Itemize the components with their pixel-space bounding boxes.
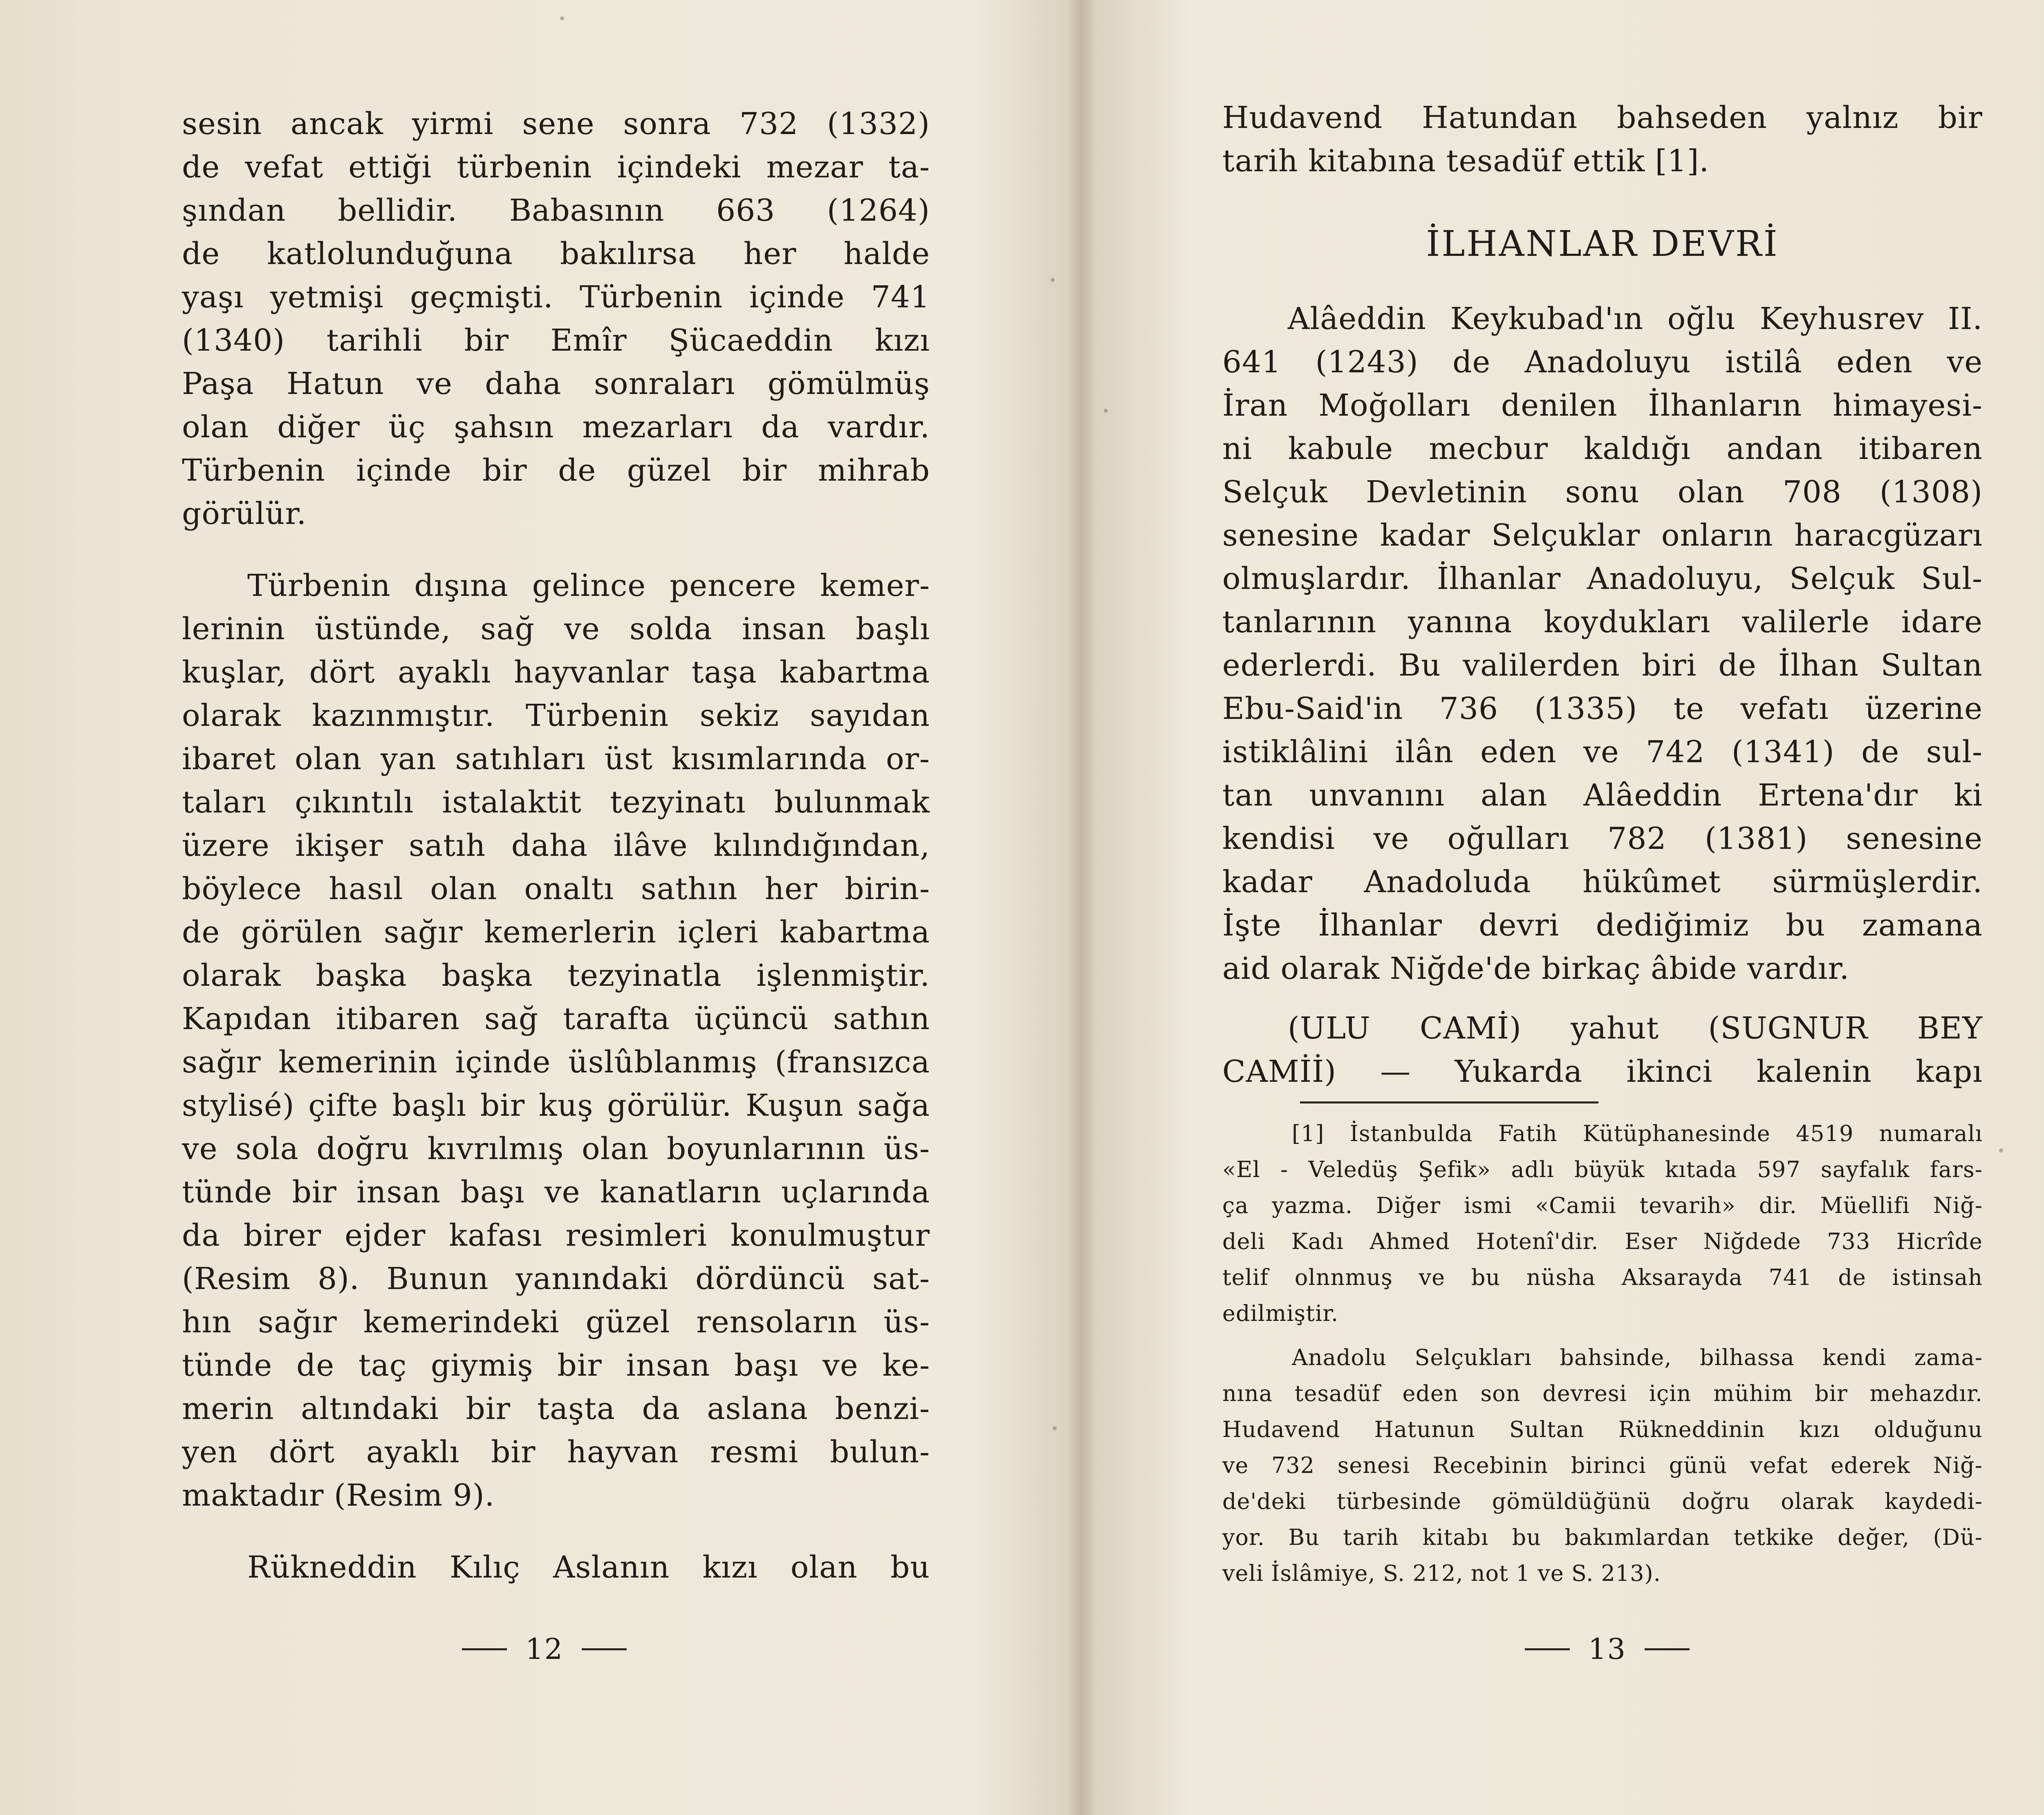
text-line: de görülen sağır kemerlerin içleri kabartma — [182, 915, 930, 950]
text-line: ve sola doğru kıvrılmış olan boyunlarının üs- — [182, 1131, 930, 1166]
left-page-text — [182, 102, 930, 1589]
text-line: Selçuk Devletinin sonu olan 708 (1308) — [1222, 474, 1983, 510]
text-line: maktadır (Resim 9). — [182, 1478, 495, 1513]
text-line: tanlarının yanına koydukları valilerle idare — [1222, 604, 1983, 640]
footnote-line: yor. Bu tarih kitabı bu bakımlardan tetkike değer, (Dü- — [1222, 1524, 1983, 1550]
text-line: ibaret olan yan satıhları üst kısımlarında or- — [182, 741, 930, 777]
em-dash — [582, 1648, 627, 1650]
footnote-line: deli Kadı Ahmed Hotenî'dir. Eser Niğdede 733 Hicrîde — [1222, 1229, 1983, 1254]
footnote-line: Anadolu Selçukları bahsinde, bilhassa kendi zama- — [1292, 1345, 1983, 1370]
text-line: tünde de taç giymiş bir insan başı ve ke- — [182, 1348, 930, 1383]
footnote-line: nına tesadüf eden son devresi için mühim bir mehazdır. — [1222, 1381, 1983, 1406]
text-line: Alâeddin Keykubad'ın oğlu Keyhusrev II. — [1288, 301, 1983, 336]
text-line: kadar Anadoluda hükûmet sürmüşlerdir. — [1222, 864, 1983, 900]
paragraph-gap — [1222, 990, 1983, 1007]
text-line: (1340) tarihli bir Emîr Şücaeddin kızı — [182, 323, 930, 358]
footnote-rule — [1300, 1101, 1598, 1103]
text-line: yaşı yetmişi geçmişti. Türbenin içinde 741 — [182, 280, 930, 315]
text-line: böylece hasıl olan onaltı sathın her birin- — [182, 871, 930, 906]
text-line: sesin ancak yirmi sene sonra 732 (1332) — [182, 106, 930, 141]
paragraph-gap — [182, 1517, 930, 1546]
text-line: taları çıkıntılı istalaktit tezyinatı bulunmak — [182, 785, 930, 820]
text-line: Paşa Hatun ve daha sonraları gömülmüş — [182, 366, 930, 401]
page-number-left — [462, 1629, 627, 1670]
footnote-line: ve 732 senesi Recebinin birinci günü vefat ederek Niğ- — [1222, 1452, 1983, 1478]
text-line: Türbenin içinde bir de güzel bir mihrab — [182, 453, 930, 488]
text-line: merin altındaki bir taşta da aslana benzi- — [182, 1391, 930, 1426]
text-line: görülür. — [182, 496, 307, 531]
footnote-line: veli İslâmiye, S. 212, not 1 ve S. 213). — [1222, 1560, 1661, 1586]
text-line: lerinin üstünde, sağ ve solda insan başlı — [182, 611, 930, 647]
paper-speck — [1053, 1426, 1057, 1430]
text-line: de katlolunduğuna bakılırsa her halde — [182, 236, 930, 271]
text-line: Ebu-Said'in 736 (1335) te vefatı üzerine — [1222, 691, 1983, 726]
footnote-line: ça yazma. Diğer ismi «Camii tevarih» dir. Müellifi Niğ- — [1222, 1193, 1983, 1218]
paragraph-gap — [182, 535, 930, 564]
text-line: olarak başka başka tezyinatla işlenmiştir. — [182, 958, 930, 993]
text-line: olmuşlardır. İlhanlar Anadoluyu, Selçuk Sul- — [1222, 561, 1983, 596]
text-line: istiklâlini ilân eden ve 742 (1341) de sul- — [1222, 734, 1983, 770]
text-line: yen dört ayaklı bir hayvan resmi bulun- — [182, 1435, 930, 1470]
text-line: olarak kazınmıştır. Türbenin sekiz sayıdan — [182, 698, 930, 733]
text-line: kendisi ve oğulları 782 (1381) senesine — [1222, 821, 1983, 856]
paper-speck — [1999, 1148, 2003, 1153]
page-number-text: 12 — [525, 1632, 564, 1666]
text-line: şından bellidir. Babasının 663 (1264) — [182, 193, 930, 228]
footnote-gap — [1222, 1332, 1983, 1340]
footnote-line: «El - Veledüş Şefik» adlı büyük kıtada 597 sayfalık fars- — [1222, 1157, 1983, 1182]
page-number-text: 13 — [1588, 1632, 1627, 1666]
text-line: CAMİİ) — Yukarda ikinci kalenin kapı — [1222, 1054, 1983, 1089]
footnote-line: Hudavend Hatunun Sultan Rükneddinin kızı olduğunu — [1222, 1417, 1983, 1442]
em-dash — [462, 1648, 507, 1650]
text-line: ederlerdi. Bu valilerden biri de İlhan Sultan — [1222, 648, 1983, 683]
text-line: Türbenin dışına gelince pencere kemer- — [247, 568, 930, 603]
text-line: tünde bir insan başı ve kanatların uçlarında — [182, 1175, 930, 1210]
em-dash — [1525, 1648, 1570, 1650]
text-line: ni kabule mecbur kaldığı andan itibaren — [1222, 431, 1983, 466]
text-line: hın sağır kemerindeki güzel rensoların üs- — [182, 1305, 930, 1340]
right-page-text — [1222, 96, 1983, 1591]
text-line: İran Moğolları denilen İlhanların himayesi- — [1222, 388, 1983, 423]
text-line: İşte İlhanlar devri dediğimiz bu zamana — [1222, 908, 1983, 943]
text-line: Rükneddin Kılıç Aslanın kızı olan bu — [247, 1550, 930, 1585]
text-line: tarih kitabına tesadüf ettik [1]. — [1222, 143, 1709, 179]
text-line: (ULU CAMİ) yahut (SUGNUR BEY — [1288, 1011, 1983, 1046]
text-line: Kapıdan itibaren sağ tarafta üçüncü sathın — [182, 1001, 930, 1036]
text-line: stylisé) çifte başlı bir kuş görülür. Kuşun sağa — [182, 1088, 930, 1123]
footnote-line: [1] İstanbulda Fatih Kütüphanesinde 4519 numaralı — [1292, 1121, 1983, 1146]
text-line: de vefat ettiği türbenin içindeki mezar ta- — [182, 150, 930, 185]
footnote-line: telif olnnmuş ve bu nüsha Aksarayda 741 de istinsah — [1222, 1264, 1983, 1290]
text-line: kuşlar, dört ayaklı hayvanlar taşa kabartma — [182, 655, 930, 690]
text-line: sağır kemerinin içinde üslûblanmış (fransızca — [182, 1045, 930, 1080]
text-line: (Resim 8). Bunun yanındaki dördüncü sat- — [182, 1261, 930, 1296]
text-line: aid olarak Niğde'de birkaç âbide vardır. — [1222, 951, 1850, 986]
text-line: da birer ejder kafası resimleri konulmuştur — [182, 1218, 930, 1253]
paper-speck — [560, 16, 564, 20]
page-number-right — [1525, 1629, 1690, 1670]
text-line: Hudavend Hatundan bahseden yalnız bir — [1222, 100, 1983, 135]
paper-speck — [1104, 409, 1108, 413]
section-heading: İLHANLAR DEVRİ — [1426, 224, 1779, 264]
text-line: 641 (1243) de Anadoluyu istilâ eden ve — [1222, 345, 1983, 380]
text-line: tan unvanını alan Alâeddin Ertena'dır ki — [1222, 778, 1983, 813]
footnote-line: de'deki türbesinde gömüldüğünü doğru olarak kaydedi- — [1222, 1488, 1983, 1514]
paper-speck — [1051, 278, 1055, 282]
em-dash — [1645, 1648, 1690, 1650]
right-page — [1087, 0, 2044, 1815]
text-line: senesine kadar Selçuklar onların haracgüzarı — [1222, 518, 1983, 553]
footnote-line: edilmiştir. — [1222, 1300, 1339, 1326]
text-line: üzere ikişer satıh daha ilâve kılındığından, — [182, 828, 930, 863]
text-line: olan diğer üç şahsın mezarları da vardır. — [182, 410, 930, 445]
